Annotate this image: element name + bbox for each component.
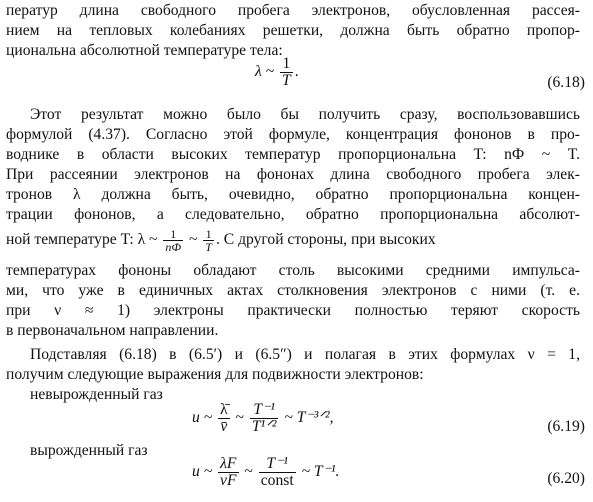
fraction bbox=[280, 56, 293, 89]
text-fragment: ~ bbox=[235, 409, 244, 427]
equation-6-18 bbox=[255, 56, 299, 89]
fraction bbox=[218, 456, 238, 489]
numerator: λF bbox=[218, 456, 238, 473]
fraction bbox=[250, 402, 279, 435]
denominator: vF bbox=[220, 472, 237, 489]
numerator: 1 bbox=[163, 228, 183, 241]
equation-number: (6.18) bbox=[547, 74, 585, 91]
numerator: λ̄ bbox=[220, 401, 228, 418]
text-line: При рассеянии электронов на фононах длина свободного пробега элек- bbox=[6, 166, 580, 183]
eq-tail: ~ T⁻³ᐟ², bbox=[284, 409, 334, 427]
text-line: вырожденный газ bbox=[30, 442, 148, 459]
denominator: nФ bbox=[165, 239, 182, 254]
fraction bbox=[163, 228, 183, 253]
denominator: v̄ bbox=[220, 418, 228, 435]
eq-tail: ~ T⁻¹. bbox=[301, 463, 340, 481]
text-fragment: ной температуре T: λ ~ bbox=[6, 231, 158, 248]
fraction bbox=[259, 456, 296, 489]
text-line: циональна абсолютной температуре тела: bbox=[6, 42, 283, 59]
denominator: T bbox=[205, 239, 212, 254]
numerator: 1 bbox=[280, 56, 293, 73]
text-fragment: . С другой стороны, при высоких bbox=[215, 231, 436, 248]
text-line: получим следующие выражения для подвижности электронов: bbox=[6, 366, 424, 383]
eq-lhs: λ ~ bbox=[255, 63, 275, 81]
text-line: воднике в области высоких температур пропорциональна T: nФ ~ T. bbox=[6, 146, 580, 163]
fraction bbox=[203, 228, 214, 253]
text-line: невырожденный газ bbox=[30, 386, 163, 403]
numerator: T⁻¹ bbox=[250, 402, 279, 419]
text-line: ператур длина свободного пробега электронов, обусловленная рассея- bbox=[6, 2, 580, 19]
eq-lhs: u ~ bbox=[192, 463, 213, 481]
equation-number: (6.20) bbox=[547, 470, 585, 487]
text-line: трации фононов, а следовательно, обратно пропорциональна абсолют- bbox=[6, 206, 580, 223]
text-fragment: ~ bbox=[188, 231, 198, 248]
eq-tail: . bbox=[294, 63, 299, 81]
equation-6-20 bbox=[192, 456, 339, 489]
text-line: Этот результат можно было бы получить сразу, воспользовавшись bbox=[30, 106, 580, 123]
text-line: нием на тепловых колебаниях решетки, должна быть обратно пропор- bbox=[6, 22, 580, 39]
equation-6-19 bbox=[192, 402, 333, 435]
numerator: 1 bbox=[203, 228, 214, 241]
numerator: T⁻¹ bbox=[259, 456, 296, 473]
eq-lhs: u ~ bbox=[192, 409, 213, 427]
text-line: тронов λ должна быть, очевидно, обратно пропорциональна концен- bbox=[6, 186, 580, 203]
equation-number: (6.19) bbox=[547, 418, 585, 435]
fraction bbox=[218, 402, 230, 435]
denominator: const bbox=[260, 472, 294, 489]
text-fragment: ~ bbox=[244, 463, 253, 481]
text-line: ми, что уже в единичных актах столкновения электронов с ними (т. е. bbox=[6, 282, 580, 299]
text-line: формулой (4.37). Согласно этой формуле, концентрация фононов в про- bbox=[6, 126, 580, 143]
text-line-with-formula bbox=[6, 224, 436, 256]
text-line: в первоначальном направлении. bbox=[6, 322, 219, 339]
text-line: при ν ≈ 1) электроны практически полностью теряют скорость bbox=[6, 302, 580, 319]
text-line: температурах фононы обладают столь высокими средними импульса- bbox=[6, 262, 580, 279]
denominator: T¹ᐟ² bbox=[251, 418, 277, 435]
text-line: Подставляя (6.18) в (6.5′) и (6.5″) и полагая в этих формулах ν = 1, bbox=[30, 346, 580, 363]
denominator: T bbox=[282, 72, 291, 89]
